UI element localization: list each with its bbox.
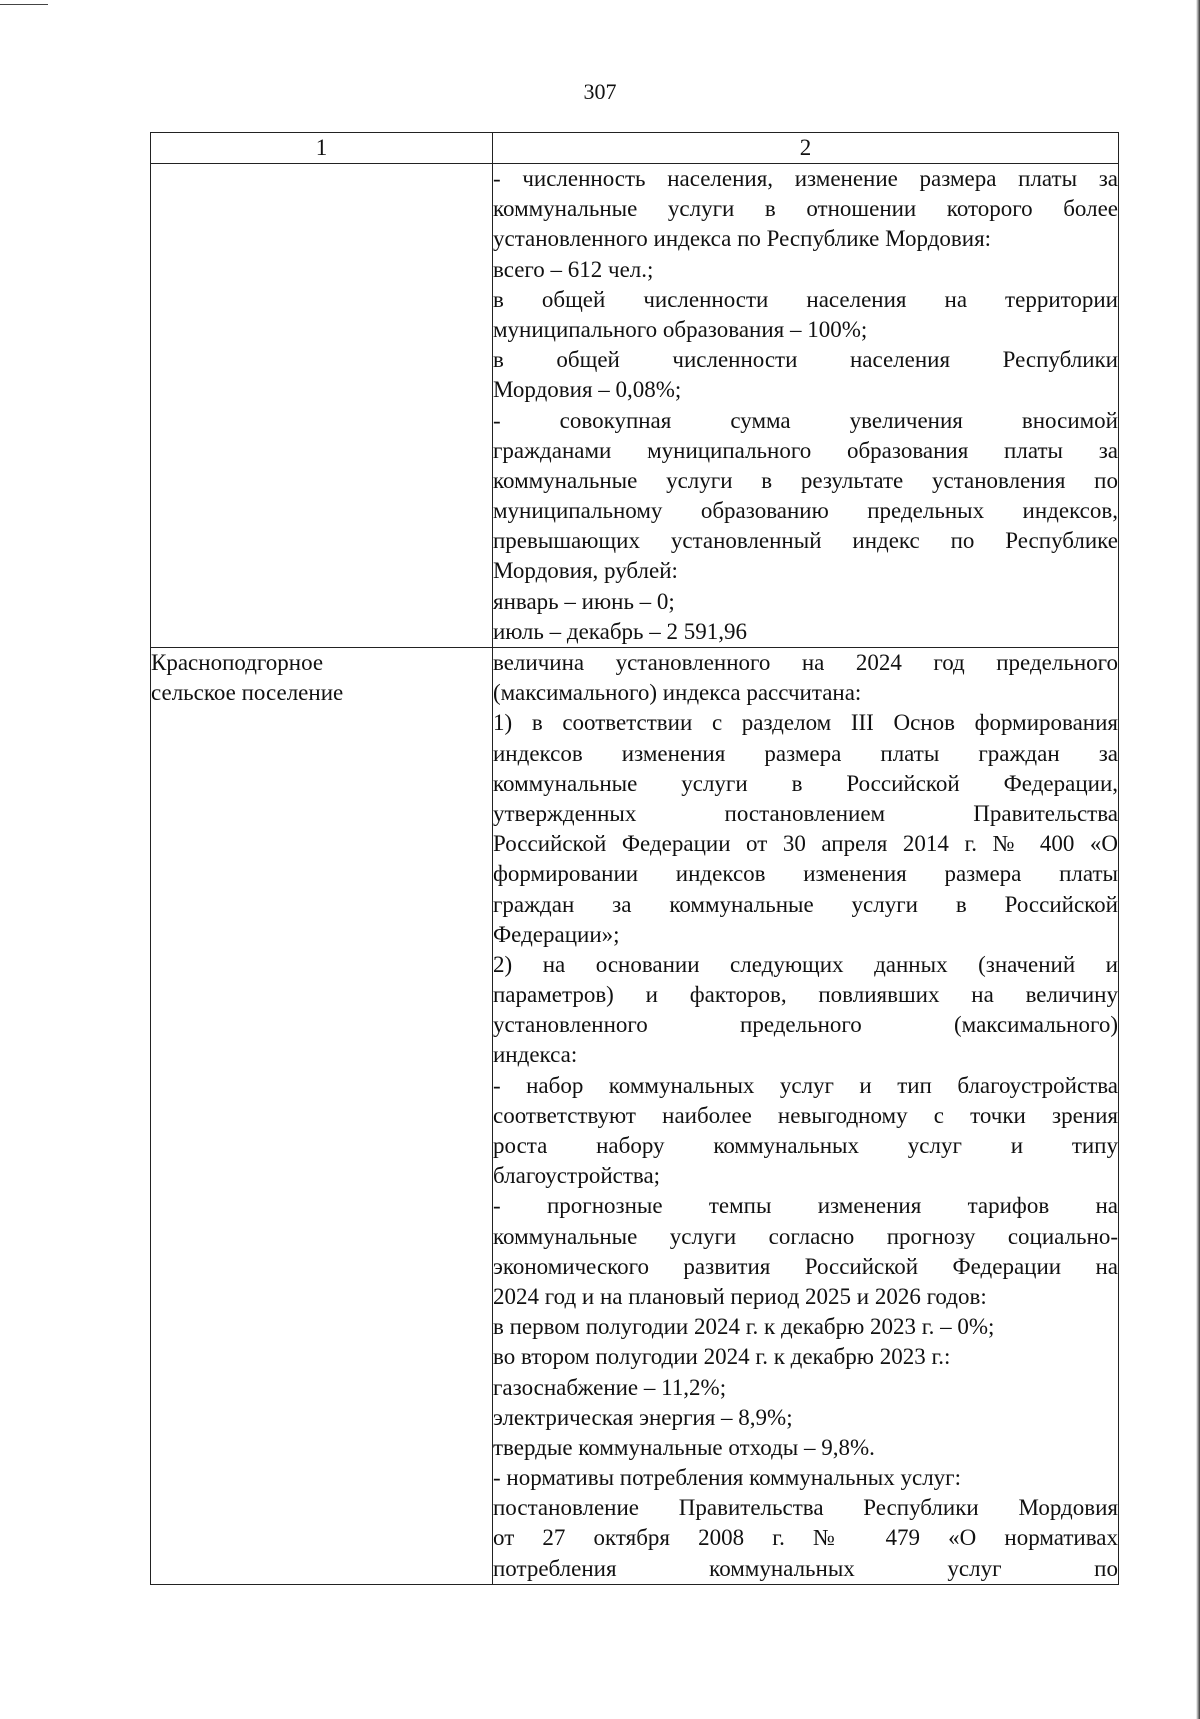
description-line: благоустройства; (493, 1163, 661, 1189)
column-header-2: 2 (493, 133, 1119, 164)
description-line: Российской Федерации от 30 апреля 2014 г. № 400 «О (493, 831, 1118, 857)
description-line: параметров) и факторов, повлиявших на величину (493, 982, 1118, 1008)
page-number: 307 (583, 79, 617, 104)
description-line: во втором полугодии 2024 г. к декабрю 2023 г.: (493, 1344, 951, 1370)
description-line: январь – июнь – 0; (493, 588, 675, 614)
table-row (151, 164, 1119, 648)
description-line: (максимального) индекса рассчитана: (493, 680, 862, 706)
description-line: коммунальные услуги в Российской Федерации, (493, 770, 1118, 796)
description-line: всего – 612 чел.; (493, 256, 654, 282)
description-line: электрическая энергия – 8,9%; (493, 1404, 793, 1430)
column-header-1: 1 (151, 133, 493, 164)
description-line: формировании индексов изменения размера платы (493, 861, 1118, 887)
description-line: в общей численности населения Республики (493, 347, 1118, 373)
cell-municipality (151, 164, 493, 648)
cell-municipality (151, 648, 493, 1585)
description-line: Мордовия – 0,08%; (493, 377, 682, 403)
description-line: - численность населения, изменение размера платы за (493, 166, 1118, 191)
description-line: превышающих установленный индекс по Республике (493, 528, 1118, 554)
description-line: 1) в соответствии с разделом III Основ формирования (493, 710, 1118, 736)
description-line: 2024 год и на плановый период 2025 и 2026 годов: (493, 1283, 987, 1309)
description-line: июль – декабрь – 2 591,96 (493, 618, 748, 644)
description-line: величина установленного на 2024 год предельного (493, 650, 1118, 675)
table-row (151, 648, 1119, 1585)
municipality-name-line: сельское поселение (151, 680, 344, 706)
description-line: Федерации»; (493, 921, 620, 947)
municipality-name-line: Красноподгорное (151, 650, 324, 675)
scan-corner-mark (0, 0, 48, 5)
description-line: от 27 октября 2008 г. № 479 «О нормативах (493, 1525, 1118, 1551)
description-line: в первом полугодии 2024 г. к декабрю 2023 г. – 0%; (493, 1314, 995, 1340)
description-line: гражданами муниципального образования платы за (493, 437, 1118, 463)
description-line: потребления коммунальных услуг по (493, 1555, 1118, 1581)
description-line: установленного предельного (максимального) (493, 1012, 1118, 1038)
description-line: утвержденных постановлением Правительства (493, 800, 1118, 826)
description-line: муниципального образования – 100%; (493, 316, 868, 342)
scan-right-edge (1196, 0, 1200, 1719)
description-line: установленного индекса по Республике Мордовия: (493, 226, 992, 252)
cell-description (493, 164, 1119, 648)
description-line: в общей численности населения на территории (493, 286, 1118, 312)
description-line: граждан за коммунальные услуги в Российской (493, 891, 1118, 917)
description-line: коммунальные услуги в отношении которого более (493, 196, 1118, 222)
table-header-row (151, 133, 1119, 164)
description-line: муниципальному образованию предельных индексов, (493, 498, 1118, 524)
document-table (150, 132, 1119, 1585)
description-line: - набор коммунальных услуг и тип благоустройства (493, 1072, 1118, 1098)
description-line: 2) на основании следующих данных (значений и (493, 951, 1118, 977)
description-line: твердые коммунальные отходы – 9,8%. (493, 1434, 875, 1460)
description-line: коммунальные услуги согласно прогнозу социально- (493, 1223, 1118, 1249)
cell-description (493, 648, 1119, 1585)
table-body (151, 164, 1119, 1585)
description-line: - совокупная сумма увеличения вносимой (493, 407, 1118, 433)
description-line: соответствуют наиболее невыгодному с точки зрения (493, 1102, 1118, 1128)
description-line: индекса: (493, 1042, 578, 1068)
description-line: постановление Правительства Республики Мордовия (493, 1495, 1118, 1521)
description-line: - нормативы потребления коммунальных услуг: (493, 1465, 961, 1491)
description-line: Мордовия, рублей: (493, 558, 678, 584)
description-line: роста набору коммунальных услуг и типу (493, 1133, 1118, 1158)
description-line: коммунальные услуги в результате установления по (493, 467, 1118, 493)
description-line: - прогнозные темпы изменения тарифов на (493, 1193, 1118, 1219)
description-line: экономического развития Российской Федерации на (493, 1253, 1118, 1279)
description-line: индексов изменения размера платы граждан за (493, 740, 1118, 766)
description-line: газоснабжение – 11,2%; (493, 1374, 727, 1400)
